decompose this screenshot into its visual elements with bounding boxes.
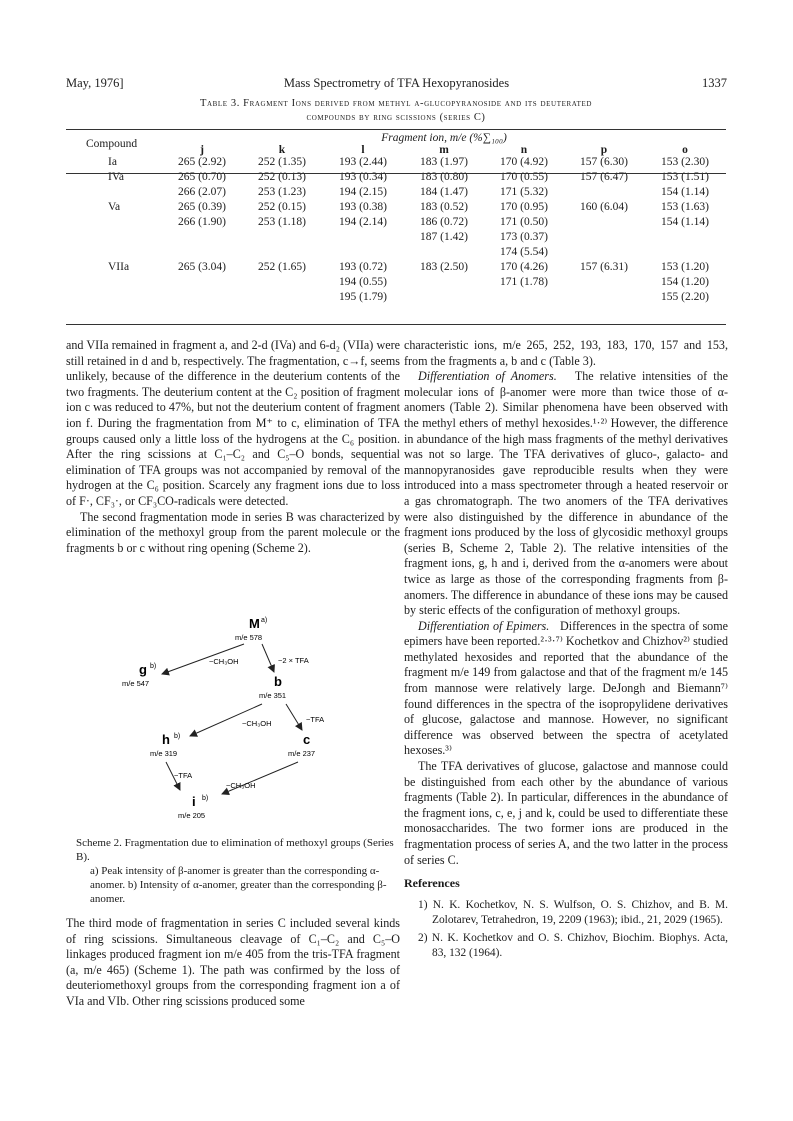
table3 [66, 132, 726, 306]
table-cell [564, 231, 644, 246]
col-compound-header: Compound [86, 138, 138, 150]
table-cell: 265 (0.39) [178, 201, 226, 213]
table-cell: 171 (0.50) [500, 216, 548, 228]
arrow-b-h-label: −CH₃OH [242, 719, 272, 728]
arrow-h-i-label: −TFA [174, 771, 193, 780]
compound-cell [66, 231, 162, 246]
table-row [66, 291, 726, 306]
arrow-M-b [262, 644, 274, 672]
node-g-me: m/e 547 [122, 679, 150, 688]
scheme2-caption-title: Scheme 2. Fragmentation due to elimination of methoxyl groups (Series B). [76, 837, 394, 863]
table-cell [242, 291, 322, 306]
right-paragraph-3: Differences in the spectra of some epimers have been reported.²·³·⁷⁾ Kochetkov and Chizhov²⁾ studied methylated hexosides and reported that the abundance of the fragment m/e 149 from galactose and that of the fragment m/e 145 from mannose were relatively large. DeJongh and Biemann⁷⁾ found differences in the spectra of the isopropylidene derivatives of glucose, galactose and mannose. However, no significant difference was observed between the spectra of acetylated hexoses.³⁾ [404, 618, 728, 758]
column-header-j: j [200, 144, 204, 156]
table-cell: 170 (0.95) [500, 201, 548, 213]
reference-1: 1) N. K. Kochetkov, N. S. Wulfson, O. S. Chizhov, and B. M. Zolotarev, Tetrahedron, 19, 2209 (1963); ibid., 21, 2029 (1965). [418, 898, 728, 927]
table-cell: 195 (1.79) [339, 291, 387, 303]
table-cell: 265 (0.70) [178, 171, 226, 183]
table-cell: 154 (1.14) [661, 216, 709, 228]
node-i: i [192, 794, 196, 809]
left-paragraph-1: and VIIa remained in fragment a, and 2-d (IVa) and 6-d₂ (VIIa) were still retained in d and b, respectively. The fragmentation, c→f, seems unlikely, because of the difference in the deuterium contents of the two fragments. The deuterium content at the C₂ position of fragment ion c was reduced to 47%, but not the deuterium content of fragment ion f. During the fragmentation from M⁺ to c, elimination of TFA groups caused only a little loss of the hydrogens at the C₆ position. After the ring scissions at C₁–C₂ and C₅–O bonds, sequential elimination of TFA groups was not accompanied by removal of the hydrogen at the C₆ position. Scarcely any fragment ions due to loss of F·, CF₃·, or CF₃CO-radicals were detected. [66, 338, 400, 508]
compound-cell [66, 246, 162, 261]
table-cell: 252 (0.13) [258, 171, 306, 183]
left-column-lower [66, 916, 400, 1010]
table-cell [322, 231, 404, 246]
table-cell [162, 246, 242, 261]
table-cell: 194 (2.15) [339, 186, 387, 198]
table-cell: 252 (1.65) [258, 261, 306, 273]
table-cell [564, 291, 644, 306]
table-row [66, 231, 726, 246]
compound-cell: Ia [108, 156, 117, 168]
table-row [66, 261, 726, 276]
page-number: 1337 [702, 76, 727, 90]
table-row [66, 156, 726, 171]
node-h-note: b) [174, 733, 181, 740]
node-h: h [162, 732, 170, 747]
node-M: M [249, 616, 260, 631]
arrow-b-c-label: −TFA [306, 715, 325, 724]
table-cell [404, 246, 484, 261]
table-cell [162, 291, 242, 306]
column-header-n: n [520, 144, 528, 156]
right-column [404, 338, 728, 964]
references-title: References [404, 876, 460, 891]
table-cell: 252 (1.35) [258, 156, 306, 168]
table-cell: 170 (4.26) [500, 261, 548, 273]
table-cell: 170 (0.55) [500, 171, 548, 183]
table-cell [404, 291, 484, 306]
reference-2: 2) N. K. Kochetkov and O. S. Chizhov, Biochim. Biophys. Acta, 83, 132 (1964). [418, 931, 728, 960]
arrow-b-c [286, 704, 302, 730]
table-cell: 153 (1.63) [661, 201, 709, 213]
table-cell: 154 (1.20) [661, 276, 709, 288]
arrow-c-i-label: −CH₃OH [226, 781, 256, 790]
table-cell: 183 (0.80) [420, 171, 468, 183]
table-cell [162, 276, 242, 291]
table-cell: 153 (1.51) [661, 171, 709, 183]
table-cell: 266 (2.07) [178, 186, 226, 198]
table-cell: 187 (1.42) [420, 231, 468, 243]
table-top-rule [66, 129, 726, 130]
compound-cell: Va [108, 201, 121, 213]
left-paragraph-2: The second fragmentation mode in series B was characterized by elimination of the methoxyl group from the parent molecule or the fragments b or c without ring opening (Scheme 2). [66, 509, 400, 555]
table-cell: 154 (1.14) [661, 186, 709, 198]
right-paragraph-2: The relative intensities of the molecular ions of β-anomer were more than twice those of α-anomers (Table 2). Similar phenomena have been observed with the methyl ethers of methyl hexosides.¹·²⁾ However, the difference in abundance of the high mass fragments of the methyl derivatives was not so large. The TFA derivatives of gluco-, galacto- and mannopyranosides gave reproducible results when they were introduced into a mass spectrometer through a heated reservoir or a gas chromatograph. The two anomers of the TFA derivatives were also distinguished by the difference in abundance of the fragment ions produced by the loss of glycosidic methoxyl groups (series B, Scheme 2, Table 2). The relative intensities of the fragment ions, g, h and i, derived from the α-anomers were about twice as large as those of the corresponding fragments from β-anomers. The difference in abundance of these ions may be caused by steric effects of the configuration of methoxyl groups. [404, 369, 728, 618]
node-g: g [139, 662, 147, 677]
node-h-me: m/e 319 [150, 749, 178, 758]
table-cell: 183 (0.52) [420, 201, 468, 213]
table-cell: 183 (2.50) [420, 261, 468, 273]
table-cell [564, 246, 644, 261]
table-cell: 194 (2.14) [339, 216, 387, 228]
compound-cell: IVa [108, 171, 124, 183]
table-cell: 174 (5.54) [500, 246, 548, 258]
running-header-title: Mass Spectrometry of TFA Hexopyranosides [283, 76, 510, 90]
table-row [66, 276, 726, 291]
table-cell [242, 231, 322, 246]
node-g-note: b) [150, 663, 157, 670]
table-cell: 193 (0.72) [339, 261, 387, 273]
table-cell [564, 216, 644, 231]
node-c-me: m/e 237 [288, 749, 316, 758]
compound-cell [66, 291, 162, 306]
node-b-me: m/e 351 [259, 691, 287, 700]
table-cell: 193 (0.38) [339, 201, 387, 213]
table-cell: 183 (1.97) [420, 156, 468, 168]
heading-anomers: Differentiation of Anomers. [418, 369, 557, 384]
table-cell [322, 246, 404, 261]
table-cell [404, 276, 484, 291]
table3-caption-line2: compounds by ring scissions (series C) [306, 112, 486, 123]
table-cell [564, 186, 644, 201]
table3-caption-line1: Table 3. Fragment Ions derived from methyl α-glucopyranoside and its deuterated [199, 98, 593, 109]
compound-cell: VIIa [108, 261, 130, 273]
table-cell [242, 246, 322, 261]
references-list [404, 898, 728, 962]
table-bottom-rule [66, 324, 726, 325]
right-paragraph-1: characteristic ions, m/e 265, 252, 193, 183, 170, 157 and 153, from the fragments a, b and c (Table 3). [404, 338, 728, 368]
table-cell: 173 (0.37) [500, 231, 548, 243]
node-M-me: m/e 578 [235, 633, 263, 642]
column-header-p: p [600, 144, 608, 156]
table-cell: 160 (6.04) [580, 201, 628, 213]
scheme2-caption-notes: a) Peak intensity of β-anomer is greater than the corresponding α-anomer. b) Intensity of α-anomer, greater than the corresponding β-anomer. [90, 865, 387, 905]
table-cell [484, 291, 564, 306]
table-cell [162, 231, 242, 246]
table-cell: 265 (2.92) [178, 156, 226, 168]
table-row [66, 246, 726, 261]
right-paragraph-4: The TFA derivatives of glucose, galactose and mannose could be distinguished from each other by the abundance of various fragments (Table 2). In particular, differences in the abundance of the fragment ions, c, e, j and k, could be used to differentiate these monosaccharides. The two former ions are produced in the fragmentation process of series A, and the two latter in the process of series C. [404, 759, 728, 867]
table-cell: 193 (0.34) [339, 171, 387, 183]
left-paragraph-3: The third mode of fragmentation in series C included several kinds of ring scissions. Simultaneous cleavage of C₁–C₂ and C₅–O linkages produced fragment ion m/e 405 from the tris-TFA fragment (a, m/e 465) (Scheme 1). The path was confirmed by the loss of deuteriomethoxyl groups from the corresponding fragment ion a of VIa and VIb. Other ring scissions produced some [66, 916, 400, 1008]
column-header-row [66, 144, 726, 156]
table-cell: 253 (1.23) [258, 186, 306, 198]
compound-cell [66, 186, 162, 201]
node-i-me: m/e 205 [178, 811, 206, 820]
column-header-m: m [439, 144, 449, 156]
table-cell: 170 (4.92) [500, 156, 548, 168]
table-cell: 157 (6.31) [580, 261, 628, 273]
table-header-rule [66, 173, 726, 174]
scheme2-caption [76, 836, 394, 906]
compound-cell [66, 276, 162, 291]
table-row [66, 186, 726, 201]
scheme2-diagram [66, 612, 400, 824]
compound-cell [66, 216, 162, 231]
left-column [66, 338, 400, 556]
table-row [66, 216, 726, 231]
table-cell [644, 246, 726, 261]
table-cell: 184 (1.47) [420, 186, 468, 198]
table-cell: 266 (1.90) [178, 216, 226, 228]
table-cell: 157 (6.47) [580, 171, 628, 183]
table-cell: 171 (5.32) [500, 186, 548, 198]
table-cell: 155 (2.20) [661, 291, 709, 303]
running-header-left: May, 1976] [66, 76, 124, 90]
table-cell [242, 276, 322, 291]
node-c: c [303, 732, 311, 747]
table-cell: 193 (2.44) [339, 156, 387, 168]
node-i-note: b) [202, 795, 209, 802]
node-M-note: a) [261, 617, 268, 624]
table-cell: 157 (6.30) [580, 156, 628, 168]
table-cell: 194 (0.55) [339, 276, 387, 288]
table-row [66, 201, 726, 216]
column-header-o: o [682, 144, 688, 156]
column-header-k: k [278, 144, 286, 156]
node-b: b [274, 674, 282, 689]
arrow-M-b-label: −2 × TFA [278, 656, 309, 665]
table-cell: 186 (0.72) [420, 216, 468, 228]
table-cell: 252 (0.15) [258, 201, 306, 213]
arrow-M-g-label: −CH₃OH [209, 657, 239, 666]
table-cell: 171 (1.78) [500, 276, 548, 288]
table-cell [644, 231, 726, 246]
heading-epimers: Differentiation of Epimers. [418, 618, 550, 633]
table-cell: 265 (3.04) [178, 261, 226, 273]
group-header: Fragment ion, m/e (%∑₁₀₀) [381, 132, 507, 144]
table-cell: 253 (1.18) [258, 216, 306, 228]
table-cell: 153 (1.20) [661, 261, 709, 273]
column-header-l: l [361, 144, 365, 156]
table-cell: 153 (2.30) [661, 156, 709, 168]
table-cell [564, 276, 644, 291]
